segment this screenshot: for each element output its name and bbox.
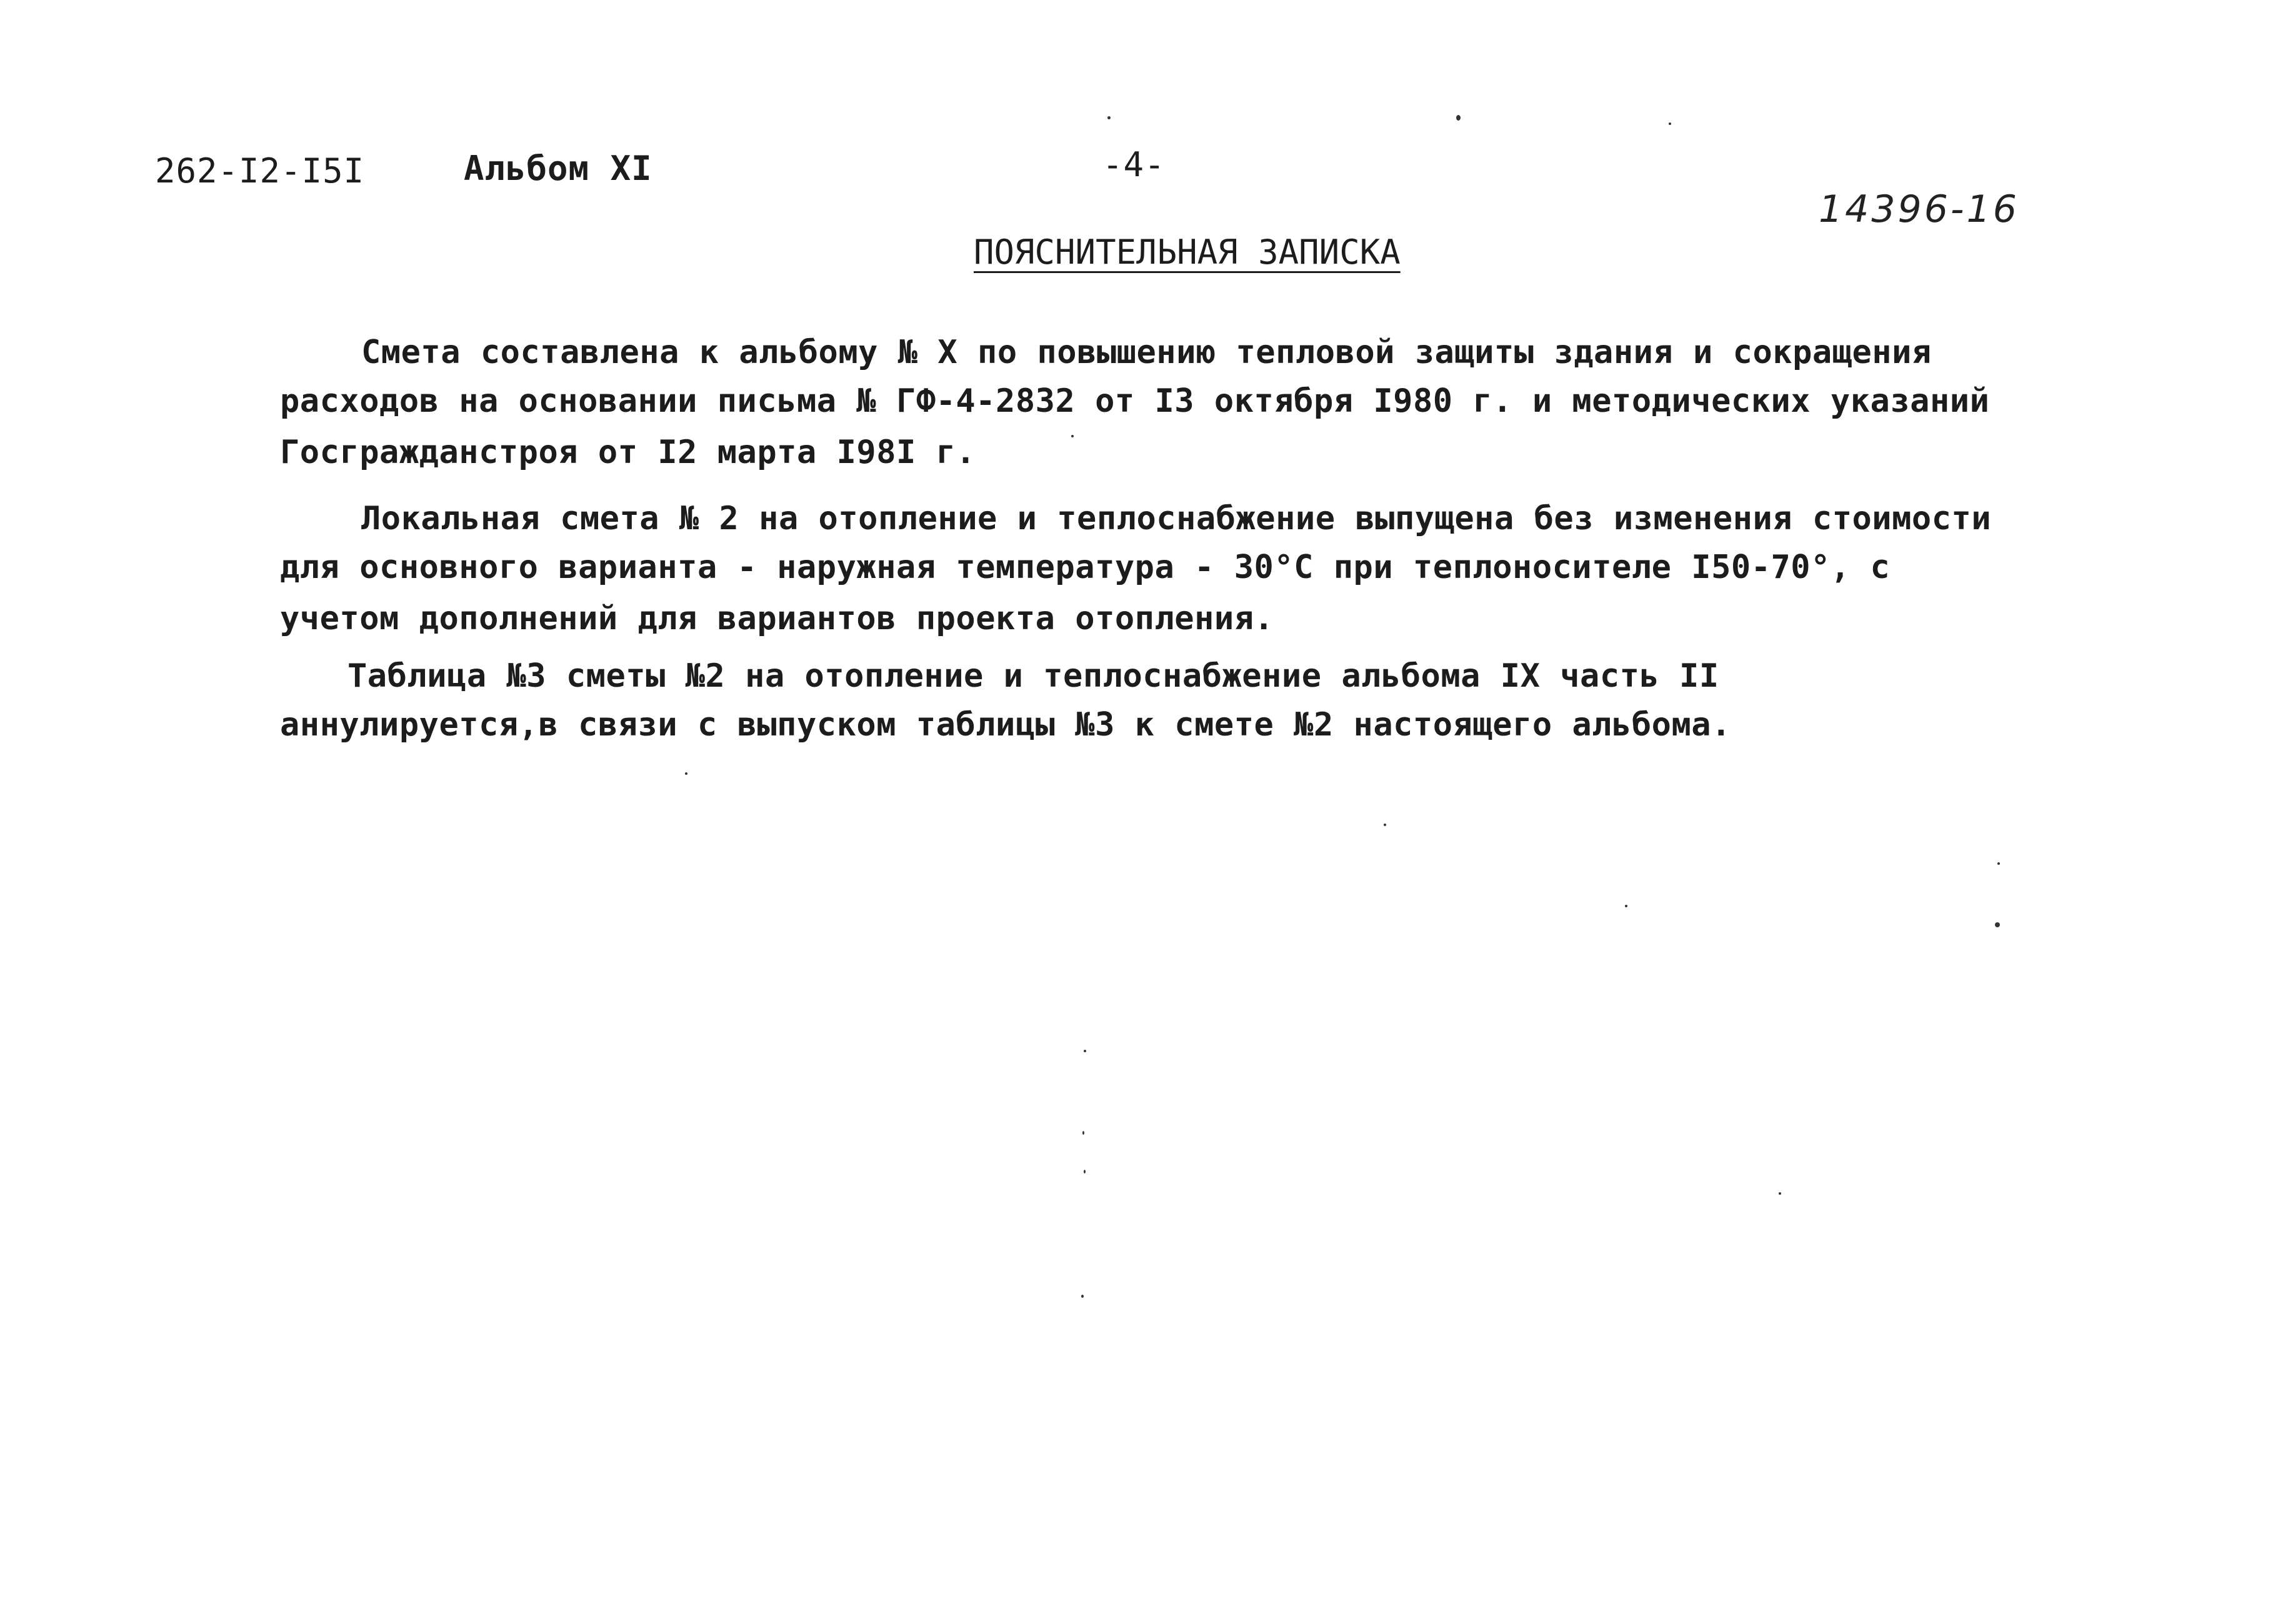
paragraph-1-line-2: расходов на основании письма № ГФ-4-2832 от I3 октября I980 г. и методических указаний (280, 382, 1990, 420)
scan-speck (1779, 1192, 1781, 1195)
document-code: 262-I2-I5I (155, 151, 365, 191)
scan-speck (1084, 1050, 1086, 1052)
paragraph-2-line-1: Локальная смета № 2 на отопление и теплоснабжение выпущена без изменения стоимости (361, 500, 1992, 537)
scan-speck (1107, 116, 1111, 119)
inventory-number: 14396-16 (1819, 187, 2019, 231)
scan-speck (1995, 922, 2000, 927)
scan-speck (685, 772, 687, 775)
scan-speck (1625, 905, 1627, 907)
paragraph-2-line-2: для основного варианта - наружная температура - 30°С при теплоносителе I50-70°, с (280, 549, 1891, 586)
scan-speck (1071, 435, 1074, 437)
paragraph-3-line-2: аннулируется,в связи с выпуском таблицы №3 к смете №2 настоящего альбома. (280, 706, 1731, 744)
scan-speck (1384, 824, 1386, 826)
paragraph-3-line-1: Таблица №3 сметы №2 на отопление и теплоснабжение альбома IX часть II (347, 657, 1719, 695)
album-label: Альбом XI (464, 149, 652, 188)
paragraph-1-line-1: Смета составлена к альбому № X по повышению тепловой защиты здания и сокращения (361, 334, 1932, 371)
scan-speck (1669, 122, 1671, 125)
page-number: -4- (1102, 145, 1166, 184)
scan-speck (1997, 862, 2000, 865)
scan-speck (1081, 1295, 1084, 1298)
page-title: ПОЯСНИТЕЛЬНАЯ ЗАПИСКА (974, 232, 1401, 272)
scan-speck (1456, 115, 1461, 121)
paragraph-2-line-3: учетом дополнений для вариантов проекта отопления. (280, 600, 1274, 637)
scan-speck (1084, 1170, 1086, 1173)
paragraph-1-line-3: Госгражданстроя от I2 марта I98I г. (280, 434, 976, 471)
scan-speck (1082, 1131, 1084, 1135)
